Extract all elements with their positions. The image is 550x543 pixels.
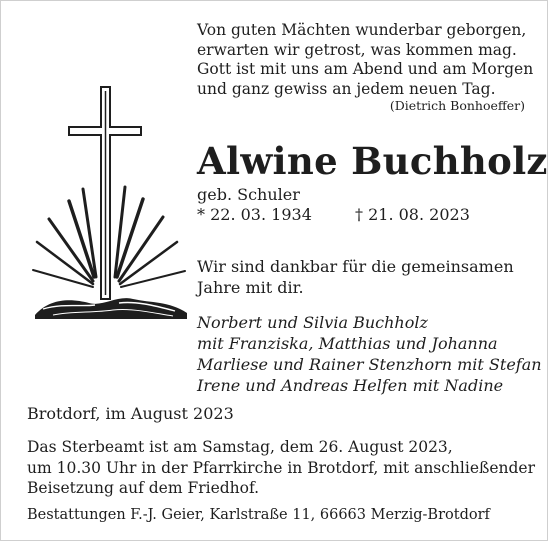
thanks-line: Wir sind dankbar für die gemeinsamen xyxy=(197,257,514,276)
cross-with-rays-icon xyxy=(23,77,197,337)
quote-line: Gott ist mit uns am Abend und am Morgen xyxy=(197,60,534,78)
deceased-name: Alwine Buchholz xyxy=(197,139,548,183)
birth-date: * 22. 03. 1934 xyxy=(197,205,312,224)
mourner-line: Norbert und Silvia Buchholz xyxy=(197,313,428,332)
mourner-line: mit Franziska, Matthias und Johanna xyxy=(197,334,498,353)
place-date: Brotdorf, im August 2023 xyxy=(27,404,234,423)
service-line: Das Sterbeamt ist am Samstag, dem 26. August 2023, xyxy=(27,438,453,456)
birth-name: geb. Schuler xyxy=(197,185,300,204)
thanks-line: Jahre mit dir. xyxy=(197,278,304,297)
thanks-text xyxy=(197,256,514,298)
mourners-list xyxy=(197,312,542,396)
quote xyxy=(197,21,533,99)
undertaker-info: Bestattungen F.-J. Geier, Karlstraße 11, 66663 Merzig-Brotdorf xyxy=(27,507,490,523)
quote-author: (Dietrich Bonhoeffer) xyxy=(389,98,525,113)
service-line: Beisetzung auf dem Friedhof. xyxy=(27,479,260,497)
mourner-line: Irene und Andreas Helfen mit Nadine xyxy=(197,376,504,395)
service-line: um 10.30 Uhr in der Pfarrkirche in Brotdorf, mit anschließender xyxy=(27,458,536,477)
mourner-line: Marliese und Rainer Stenzhorn mit Stefan xyxy=(197,355,542,374)
service-info xyxy=(27,437,535,499)
quote-line: erwarten wir getrost, was kommen mag. xyxy=(197,40,517,59)
quote-line: und ganz gewiss an jedem neuen Tag. xyxy=(197,79,496,98)
quote-line: Von guten Mächten wunderbar geborgen, xyxy=(197,21,527,39)
death-date: † 21. 08. 2023 xyxy=(355,205,470,224)
